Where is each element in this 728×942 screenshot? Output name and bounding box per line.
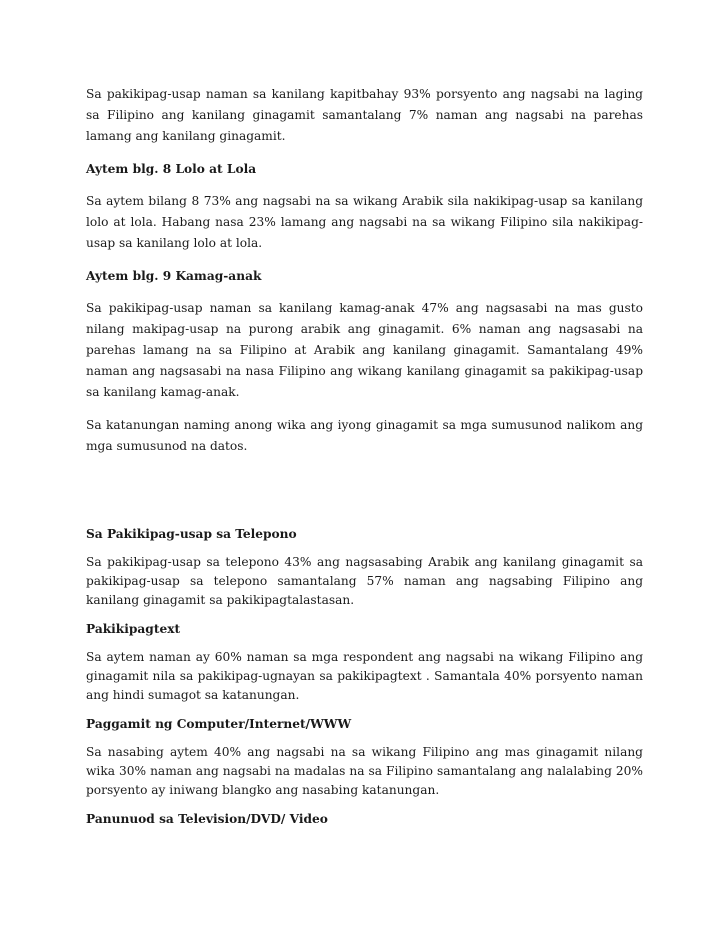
paragraph-lolo-at-lola: Sa aytem bilang 8 73% ang nagsabi na sa wikang Arabik sila nakikipag-usap sa kanilang lolo at lola. Habang nasa 23% lamang ang nagsabi na sa wikang Filipino sila nakikipag-usap sa kanilang lolo at lola. [86, 194, 643, 250]
lower-section [86, 524, 643, 830]
paragraph-kapitbahay: Sa pakikipag-usap naman sa kanilang kapitbahay 93% porsyento ang nagsabi na laging sa Filipino ang kanilang ginagamit samantalang 7% naman ang nagsabi na parehas lamang ang kanilang ginagamit. [86, 87, 643, 143]
document-body [86, 84, 643, 838]
paragraph-computer-internet: Sa nasabing aytem 40% ang nagsabi na sa wikang Filipino ang mas ginagamit nilang wika 30% naman ang nagsabi na madalas na sa Filipino samantalang ang nalalabing 20% porsyento ay iniwang blangko ang nasabing katanungan. [86, 745, 643, 797]
paragraph-katanungan: Sa katanungan naming anong wika ang iyong ginagamit sa mga sumusunod nalikom ang mga sumusunod na datos. [86, 418, 643, 453]
paragraph-pakikipagtext: Sa aytem naman ay 60% naman sa mga respondent ang nagsabi na wikang Filipino ang ginagamit nila sa pakikipag-ugnayan sa pakikipagtext . Samantala 40% porsyento naman ang hindi sumagot sa katanungan. [86, 650, 643, 702]
paragraph-kamag-anak: Sa pakikipag-usap naman sa kanilang kamag-anak 47% ang nagsasabi na mas gusto nilang makipag-usap na purong arabik ang ginagamit. 6% naman ang nagsasabi na parehas lamang na sa Filipino at Arabik ang kanilang ginagamit. Samantalang 49% naman ang nagsasabi na nasa Filipino ang wikang kanilang ginagamit sa pakikipag-usap sa kanilang kamag-anak. [86, 301, 643, 399]
heading-kamag-anak: Aytem blg. 9 Kamag-anak [86, 269, 262, 283]
heading-telepono: Sa Pakikipag-usap sa Telepono [86, 527, 297, 541]
paragraph-telepono: Sa pakikipag-usap sa telepono 43% ang nagsasabing Arabik ang kanilang ginagamit sa pakikipag-usap sa telepono samantalang 57% naman ang nagsabing Filipino ang kanilang ginagamit sa pakikipagtalastasan. [86, 555, 643, 607]
heading-pakikipagtext: Pakikipagtext [86, 622, 181, 636]
heading-television: Panunuod sa Television/DVD/ Video [86, 812, 328, 826]
section-spacer [86, 469, 643, 524]
heading-lolo-at-lola: Aytem blg. 8 Lolo at Lola [86, 162, 257, 176]
heading-computer-internet: Paggamit ng Computer/Internet/WWW [86, 717, 352, 731]
